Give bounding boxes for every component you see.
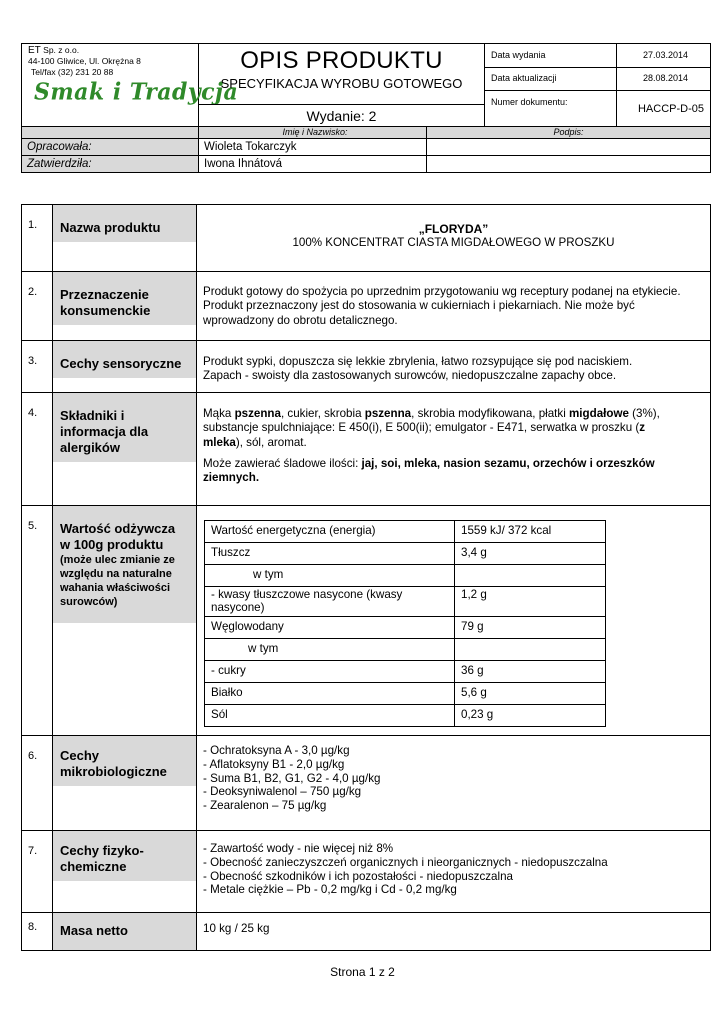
row-heading-text [53,506,196,623]
role-label: Zatwierdziła: [22,156,199,172]
row-number: 5. [22,506,53,735]
content-line: Produkt sypki, dopuszcza się lekkie zbrylenia, łatwo rozsypujące się pod naciskiem. [203,355,633,368]
note-line: (może ulec zmianie ze [60,554,175,566]
note-line: surowców) [60,596,118,608]
meta-update-date [485,67,710,91]
col-sign-header: Podpis: [553,127,584,137]
row-heading-text [53,736,196,786]
row-heading-text [53,272,196,325]
signature-cell [427,139,710,155]
spec-row-net-weight [22,913,710,951]
meta-doc-number [485,90,710,126]
allergen: pszenna [234,407,281,420]
edition: Wydanie: 2 [199,104,484,127]
row-number: 8. [22,913,53,950]
allergen: jaj, soi, mleka, nasion sezamu, orzechów i orzeszków [361,456,655,470]
note-line: wahania właściwości [60,582,171,594]
spec-row-ingredients [22,393,710,506]
content-line: - Zearalenon – 75 µg/kg [203,799,327,813]
nutrient: Białko [205,683,455,704]
ingredients-line [203,407,704,421]
spec-row-product-name [22,205,710,272]
allergen: pszenna [364,407,412,420]
spec-row-purpose [22,272,710,341]
heading-line: Składniki i [60,408,125,423]
row-heading-text: Cechy sensoryczne [53,341,196,378]
row-content [197,341,710,392]
nutrient: w tym [205,639,455,660]
ingredients-line [203,421,704,435]
text: Mąka [203,407,235,420]
doc-title: OPIS PRODUKTU [240,47,443,74]
nutrition-row [205,705,605,727]
heading-line: alergików [60,440,120,455]
content-line: - Obecność zanieczyszczeń organicznych i nieorganicznych - niedopuszczalna [203,855,608,869]
content-line: 10 kg / 25 kg [203,922,270,935]
nutrient: Wartość energetyczna (energia) [205,521,455,542]
nutrient: Sól [205,705,455,726]
heading-line: Cechy [60,748,100,763]
content-line: - Metale ciężkie – Pb - 0,2 mg/kg i Cd - 0,2 mg/kg [203,883,457,897]
heading-line: chemiczne [60,859,127,874]
company-info [22,44,239,126]
row-heading [53,913,197,950]
allergen: migdałowe [569,407,629,420]
document-header [21,43,711,127]
row-number: 6. [22,736,53,830]
text: Może zawierać śladowe ilości: [203,456,362,470]
nutrient-value: 79 g [461,620,484,633]
heading-line: Cechy fizyko- [60,843,144,858]
signature-header-row [22,126,710,138]
nutrition-row [205,521,605,543]
signature-cell [427,156,710,172]
ingredients-line [203,436,704,450]
text: , skrobia modyfikowana, płatki [411,407,569,420]
nutrition-row [205,661,605,683]
signature-row [22,138,710,155]
nutrient: - kwasy tłuszczowe nasycone (kwasy nasycone) [205,587,455,616]
heading-line: Wartość odżywcza [60,521,176,536]
nutrient-value: 1559 kJ/ 372 kcal [461,524,552,537]
row-content [197,393,710,505]
spec-row-physicochemical [22,831,710,913]
text: , cukier, skrobia [280,407,365,420]
doc-subtitle: SPECYFIKACJA WYROBU GOTOWEGO [220,76,463,91]
row-heading-text: Masa netto [53,913,196,950]
row-content [197,913,710,950]
nutrition-row [205,683,605,705]
doc-meta [485,44,710,126]
spec-row-sensory [22,341,710,393]
meta-issue-date [485,44,710,68]
role-label: Opracowała: [22,139,199,155]
row-content [197,205,710,271]
company-prefix: ET [28,45,41,56]
row-heading-text [53,393,196,462]
row-heading [53,272,197,340]
text: (3%), [628,407,660,420]
row-heading-text: Nazwa produktu [53,205,196,242]
content-line: Produkt gotowy do spożycia po uprzednim przygotowaniu wg receptury podanej na etykiecie. [203,285,681,298]
nutrient: Węglowodany [205,617,455,638]
nutrition-row [205,639,605,661]
company-address: 44-100 Gliwice, Ul. Okrężna 8 [28,56,141,66]
nutrient-value: 36 g [461,664,484,677]
empty-cell [22,127,199,138]
title-box [199,44,485,126]
row-heading [53,736,197,830]
trace-line [203,457,704,471]
row-number: 4. [22,393,53,505]
signature-row [22,155,710,172]
col-name-header: Imię i Nazwisko: [199,127,427,138]
row-content [197,272,710,340]
row-heading [53,506,197,735]
text: ), sól, aromat. [235,435,307,449]
heading-line: w 100g produktu [60,537,164,552]
product-description: 100% KONCENTRAT CIASTA MIGDAŁOWEGO W PROSZKU [292,236,615,250]
content-line: - Deoksyniwalenol – 750 µg/kg [203,785,362,799]
content-line: - Aflatoksyny B1 - 2,0 µg/kg [203,757,345,771]
nutrition-row [205,617,605,639]
nutrient: - cukry [205,661,455,682]
note-line: względu na naturalne [60,568,172,580]
signature-table [21,126,711,173]
heading-line: Przeznaczenie [60,287,149,302]
nutrient: Tłuszcz [205,543,455,564]
company-name: Sp. z o.o. [43,45,80,55]
spec-row-nutrition [22,506,710,736]
nutrient-value: 1,2 g [461,588,487,601]
page-footer: Strona 1 z 2 [330,965,395,979]
allergen: mleka [203,435,236,449]
row-heading-text [53,831,196,881]
nutrition-table [204,520,606,727]
product-name: „FLORYDA” [418,222,489,236]
row-number: 1. [22,205,53,271]
person-name: Iwona Ihnátová [199,156,427,172]
meta-label: Data aktualizacji [491,73,557,83]
content-line: - Zawartość wody - nie więcej niż 8% [203,842,394,855]
row-heading [53,831,197,912]
nutrient: w tym [205,565,455,586]
row-heading [53,205,197,271]
nutrition-row [205,543,605,565]
nutrient-value: 5,6 g [461,686,487,699]
meta-label: Data wydania [491,50,546,60]
row-content [197,736,710,830]
content-line: - Suma B1, B2, G1, G2 - 4,0 µg/kg [203,771,381,785]
heading-line: konsumenckie [60,303,151,318]
person-name: Wioleta Tokarczyk [199,139,427,155]
allergen: ziemnych. [203,471,260,485]
nutrient-value: 3,4 g [461,546,487,559]
content-line: Zapach - swoisty dla zastosowanych surowców, niedopuszczalne zapachy obce. [203,369,617,383]
content-line: - Obecność szkodników i ich pozostałości - niedopuszczalna [203,869,513,883]
nutrition-row [205,587,605,617]
row-heading [53,341,197,392]
company-phone: Tel/fax (32) 231 20 88 [31,67,114,77]
allergen: z [639,421,646,435]
row-number: 7. [22,831,53,912]
row-heading [53,393,197,505]
content-line: Produkt przeznaczony jest do stosowania w cukierniach i piekarniach. Nie może być [203,299,635,313]
meta-value: HACCP-D-05 [616,90,710,126]
meta-label: Numer dokumentu: [491,97,568,107]
row-number: 2. [22,272,53,340]
heading-line: informacja dla [60,424,149,439]
nutrient-value: 0,23 g [461,708,494,721]
trace-line [203,471,704,485]
nutrition-row [205,565,605,587]
content-line: - Ochratoksyna A - 3,0 µg/kg [203,744,350,757]
company-logo: Smak i Tradycja [34,78,239,106]
specification-table [21,204,711,951]
heading-line: mikrobiologiczne [60,764,167,779]
content-line: wprowadzony do obrotu detalicznego. [203,313,398,327]
row-number: 3. [22,341,53,392]
meta-value: 27.03.2014 [616,44,710,67]
row-content [197,831,710,912]
meta-value: 28.08.2014 [616,67,710,90]
text: substancje spulchniające: E 450(i), E 500(ii); emulgator - E471, serwatka w proszku ( [203,421,640,435]
spec-row-microbiological [22,736,710,831]
